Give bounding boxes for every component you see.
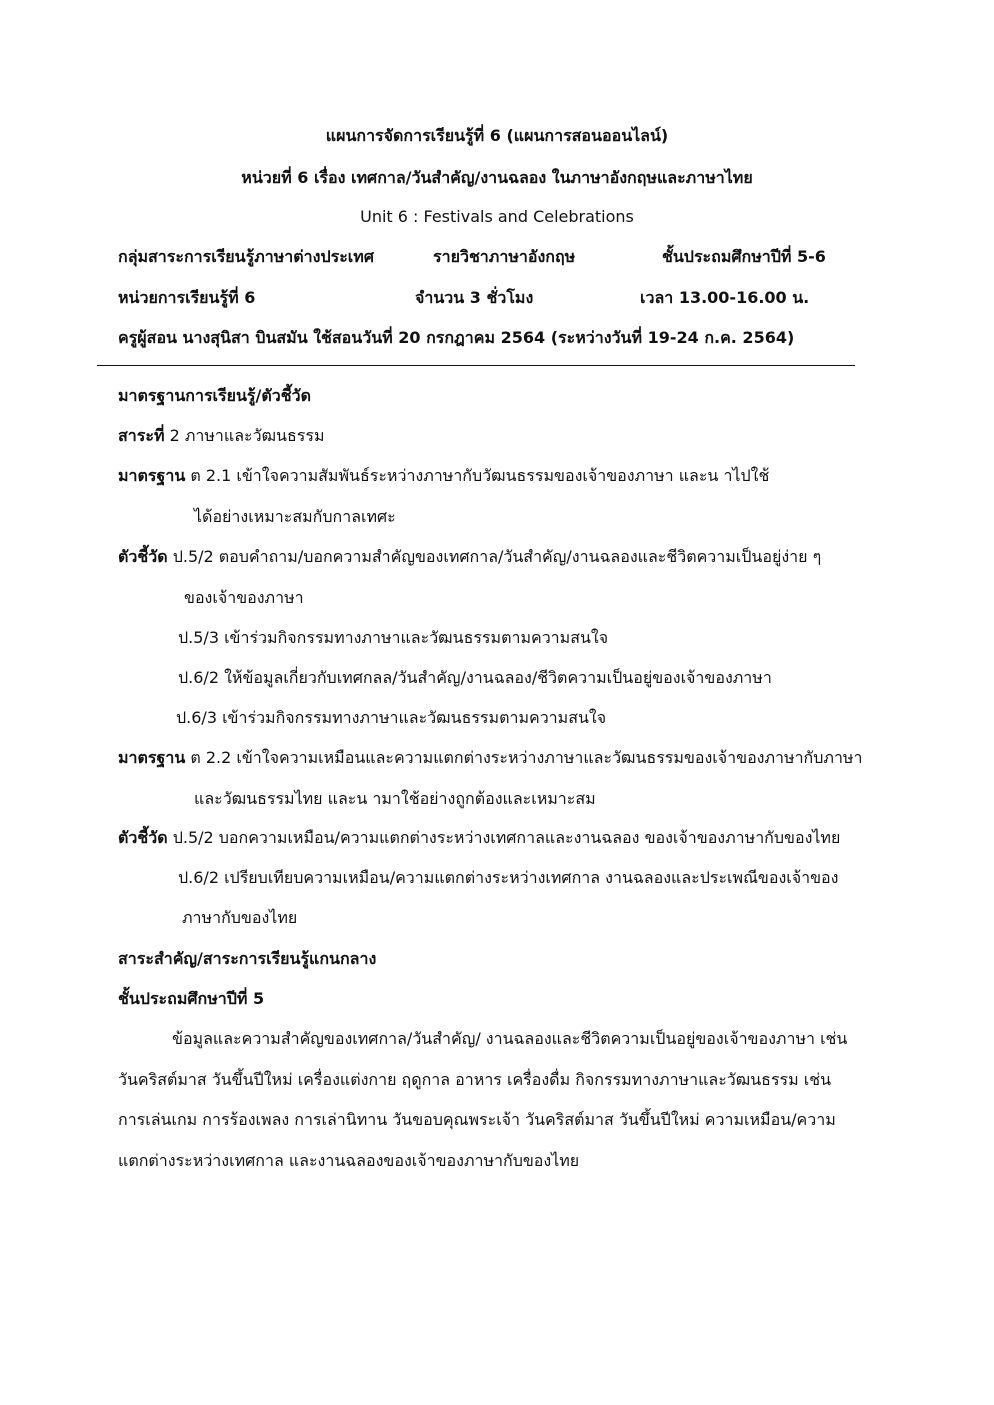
sara-text: 2 ภาษาและวัฒนธรรม (164, 426, 325, 445)
sara-line (118, 424, 324, 448)
indicator-2-line (118, 826, 840, 850)
standard-1-label: มาตรฐาน (118, 466, 186, 485)
indicator-2-item: ภาษากับของไทย (182, 908, 298, 927)
learning-group: กลุ่มสาระการเรียนรู้ภาษาต่างประเทศ (118, 247, 374, 266)
indicator-1-item: ป.5/3 เข้าร่วมกิจกรรมทางภาษาและวัฒนธรรมตามความสนใจ (178, 628, 609, 647)
indicator-1-item: ป.6/3 เข้าร่วมกิจกรรมทางภาษาและวัฒนธรรมตามความสนใจ (176, 708, 607, 727)
time: เวลา 13.00-16.00 น. (640, 288, 810, 307)
core-paragraph-line: วันคริสต์มาส วันขึ้นปีใหม่ เครื่องแต่งกาย ฤดูกาล อาหาร เครื่องดื่ม กิจกรรมทางภาษาและวัฒนธรรม เช่น (118, 1070, 832, 1089)
core-paragraph-line: แตกต่างระหว่างเทศกาล และงานฉลองของเจ้าของภาษากับของไทย (118, 1151, 580, 1170)
indicator-2-item: ป.5/2 บอกความเหมือน/ความแตกต่างระหว่างเทศกาลและงานฉลอง ของเจ้าของภาษากับของไทย (167, 828, 841, 847)
standard-1-continuation: ได้อย่างเหมาะสมกับกาลเทศะ (194, 507, 396, 526)
standard-2-text: ต 2.2 เข้าใจความเหมือนและความแตกต่างระหว่างภาษาและวัฒนธรรมของเจ้าของภาษากับภาษา (185, 748, 863, 767)
hours: จำนวน 3 ชั่วโมง (415, 288, 534, 307)
standards-heading: มาตรฐานการเรียนรู้/ตัวชี้วัด (118, 386, 311, 405)
grade-level: ชั้นประถมศึกษาปีที่ 5-6 (662, 247, 826, 266)
indicator-1-item: ของเจ้าของภาษา (184, 588, 304, 607)
core-heading: สาระสำคัญ/สาระการเรียนรู้แกนกลาง (118, 949, 377, 968)
indicator-1-item: ป.5/2 ตอบคำถาม/บอกความสำคัญของเทศกาล/วันสำคัญ/งานฉลองและชีวิตความเป็นอยู่ง่าย ๆ (167, 547, 822, 566)
standard-2-line (118, 746, 862, 770)
unit-title-th: หน่วยที่ 6 เรื่อง เทศกาล/วันสำคัญ/งานฉลอง ในภาษาอังกฤษและภาษาไทย (241, 168, 753, 187)
indicator-2-item: ป.6/2 เปรียบเทียบความเหมือน/ความแตกต่างระหว่างเทศกาล งานฉลองและประเพณีของเจ้าของ (178, 868, 839, 887)
standard-2-label: มาตรฐาน (118, 748, 186, 767)
standard-1-line (118, 464, 769, 488)
indicator-1-line (118, 545, 821, 569)
unit-title-en: Unit 6 : Festivals and Celebrations (360, 207, 634, 226)
core-paragraph-line: การเล่นเกม การร้องเพลง การเล่านิทาน วันขอบคุณพระเจ้า วันคริสต์มาส วันขึ้นปีใหม่ ความเหมือน/ความ (118, 1110, 836, 1129)
sara-label: สาระที่ (118, 426, 165, 445)
header-divider (97, 365, 855, 366)
indicator-1-label: ตัวชี้วัด (118, 547, 168, 566)
document-title: แผนการจัดการเรียนรู้ที่ 6 (แผนการสอนออนไลน์) (325, 126, 669, 145)
indicator-1-item: ป.6/2 ให้ข้อมูลเกี่ยวกับเทศกลล/วันสำคัญ/งานฉลอง/ชีวิตความเป็นอยู่ของเจ้าของภาษา (178, 668, 772, 687)
standard-2-continuation: และวัฒนธรรมไทย และน ามาใช้อย่างถูกต้องและเหมาะสม (194, 789, 596, 808)
standard-1-text: ต 2.1 เข้าใจความสัมพันธ์ระหว่างภาษากับวัฒนธรรมของเจ้าของภาษา และน าไปใช้ (185, 466, 770, 485)
teacher-info: ครูผู้สอน นางสุนิสา บินสมัน ใช้สอนวันที่ 20 กรกฎาคม 2564 (ระหว่างวันที่ 19-24 ก.ค. 2564) (118, 328, 795, 347)
core-grade: ชั้นประถมศึกษาปีที่ 5 (118, 989, 265, 1008)
subject: รายวิชาภาษาอังกฤษ (433, 247, 576, 266)
unit-number: หน่วยการเรียนรู้ที่ 6 (118, 288, 256, 307)
core-paragraph-line: ข้อมูลและความสำคัญของเทศกาล/วันสำคัญ/ งานฉลองและชีวิตความเป็นอยู่ของเจ้าของภาษา เช่น (172, 1029, 848, 1048)
indicator-2-label: ตัวชี้วัด (118, 828, 168, 847)
